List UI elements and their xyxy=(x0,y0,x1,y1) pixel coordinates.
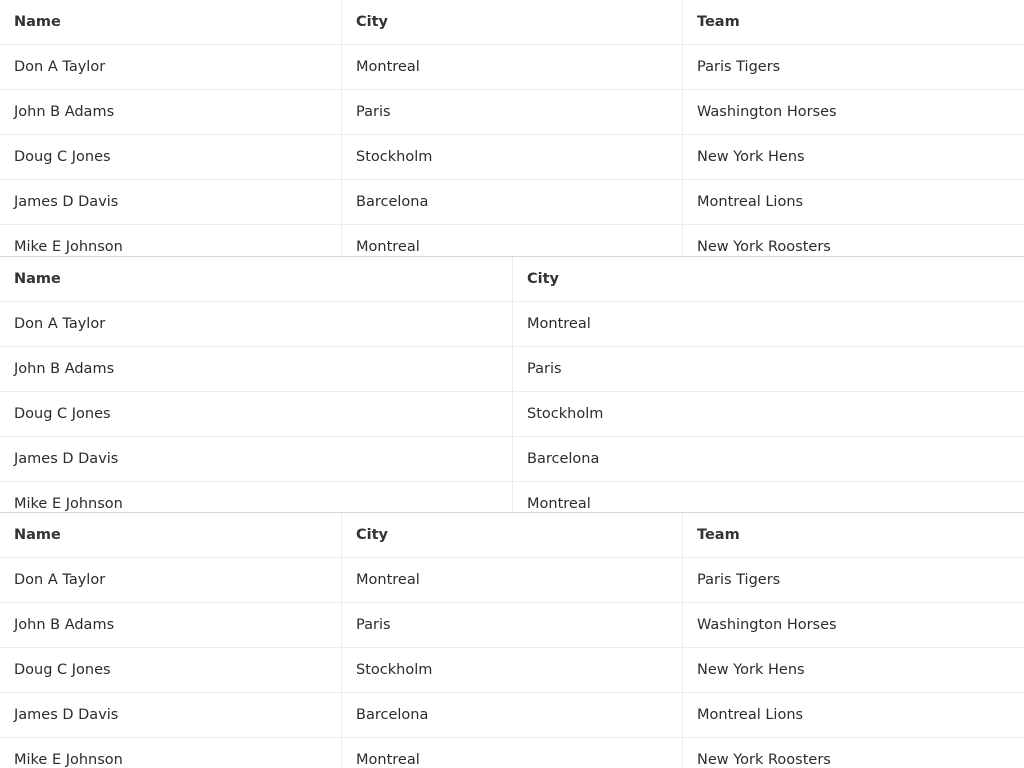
cell-team[interactable]: Paris Tigers xyxy=(697,572,781,588)
column-header-city[interactable]: City xyxy=(342,513,683,557)
data-grid-3 xyxy=(0,512,1024,768)
table-row[interactable] xyxy=(0,45,1024,90)
cell-city[interactable]: Barcelona xyxy=(342,180,683,224)
table-row[interactable] xyxy=(0,558,1024,603)
table-row[interactable] xyxy=(0,603,1024,648)
data-grid-1 xyxy=(0,0,1024,256)
cell-city[interactable]: Paris xyxy=(527,361,562,377)
cell-name[interactable]: John B Adams xyxy=(0,603,342,647)
cell-name[interactable]: Don A Taylor xyxy=(0,45,342,89)
cell-team[interactable]: New York Hens xyxy=(697,149,805,165)
column-header-name[interactable]: Name xyxy=(0,513,342,557)
cell-name[interactable]: James D Davis xyxy=(0,693,342,737)
cell-city[interactable]: Montreal xyxy=(342,225,683,256)
cell-city[interactable]: Montreal xyxy=(527,496,591,512)
table-row[interactable] xyxy=(0,347,1024,392)
grid-header-row xyxy=(0,513,1024,558)
table-row[interactable] xyxy=(0,135,1024,180)
table-row[interactable] xyxy=(0,437,1024,482)
cell-name[interactable]: Mike E Johnson xyxy=(0,482,513,512)
table-row[interactable] xyxy=(0,90,1024,135)
grid-header-row xyxy=(0,0,1024,45)
cell-name[interactable]: James D Davis xyxy=(0,180,342,224)
cell-name[interactable]: Mike E Johnson xyxy=(0,225,342,256)
column-header-team[interactable]: Team xyxy=(697,527,740,543)
table-row[interactable] xyxy=(0,482,1024,512)
column-header-city[interactable]: City xyxy=(342,0,683,44)
table-row[interactable] xyxy=(0,392,1024,437)
cell-team[interactable]: Paris Tigers xyxy=(697,59,781,75)
cell-name[interactable]: John B Adams xyxy=(0,347,513,391)
table-row[interactable] xyxy=(0,648,1024,693)
table-row[interactable] xyxy=(0,302,1024,347)
cell-city[interactable]: Paris xyxy=(342,603,683,647)
cell-city[interactable]: Paris xyxy=(342,90,683,134)
cell-name[interactable]: Don A Taylor xyxy=(0,558,342,602)
data-grid-2 xyxy=(0,256,1024,512)
cell-city[interactable]: Montreal xyxy=(342,558,683,602)
cell-team[interactable]: Montreal Lions xyxy=(697,194,804,210)
cell-name[interactable]: Don A Taylor xyxy=(0,302,513,346)
cell-city[interactable]: Montreal xyxy=(342,738,683,768)
cell-name[interactable]: James D Davis xyxy=(0,437,513,481)
cell-name[interactable]: Doug C Jones xyxy=(0,135,342,179)
cell-city[interactable]: Stockholm xyxy=(527,406,604,422)
cell-name[interactable]: John B Adams xyxy=(0,90,342,134)
cell-team[interactable]: New York Roosters xyxy=(697,752,831,768)
cell-city[interactable]: Barcelona xyxy=(527,451,600,467)
cell-name[interactable]: Doug C Jones xyxy=(0,648,342,692)
grid-header-row xyxy=(0,257,1024,302)
table-row[interactable] xyxy=(0,693,1024,738)
cell-name[interactable]: Doug C Jones xyxy=(0,392,513,436)
column-header-team[interactable]: Team xyxy=(697,14,740,30)
cell-team[interactable]: Washington Horses xyxy=(697,104,837,120)
cell-team[interactable]: Washington Horses xyxy=(697,617,837,633)
cell-team[interactable]: New York Roosters xyxy=(697,239,831,255)
table-row[interactable] xyxy=(0,738,1024,768)
cell-team[interactable]: Montreal Lions xyxy=(697,707,804,723)
table-row[interactable] xyxy=(0,225,1024,256)
cell-city[interactable]: Stockholm xyxy=(342,135,683,179)
column-header-name[interactable]: Name xyxy=(0,257,513,301)
cell-city[interactable]: Montreal xyxy=(527,316,591,332)
cell-city[interactable]: Montreal xyxy=(342,45,683,89)
cell-city[interactable]: Barcelona xyxy=(342,693,683,737)
column-header-city[interactable]: City xyxy=(527,271,559,287)
cell-team[interactable]: New York Hens xyxy=(697,662,805,678)
column-header-name[interactable]: Name xyxy=(0,0,342,44)
cell-city[interactable]: Stockholm xyxy=(342,648,683,692)
cell-name[interactable]: Mike E Johnson xyxy=(0,738,342,768)
table-row[interactable] xyxy=(0,180,1024,225)
